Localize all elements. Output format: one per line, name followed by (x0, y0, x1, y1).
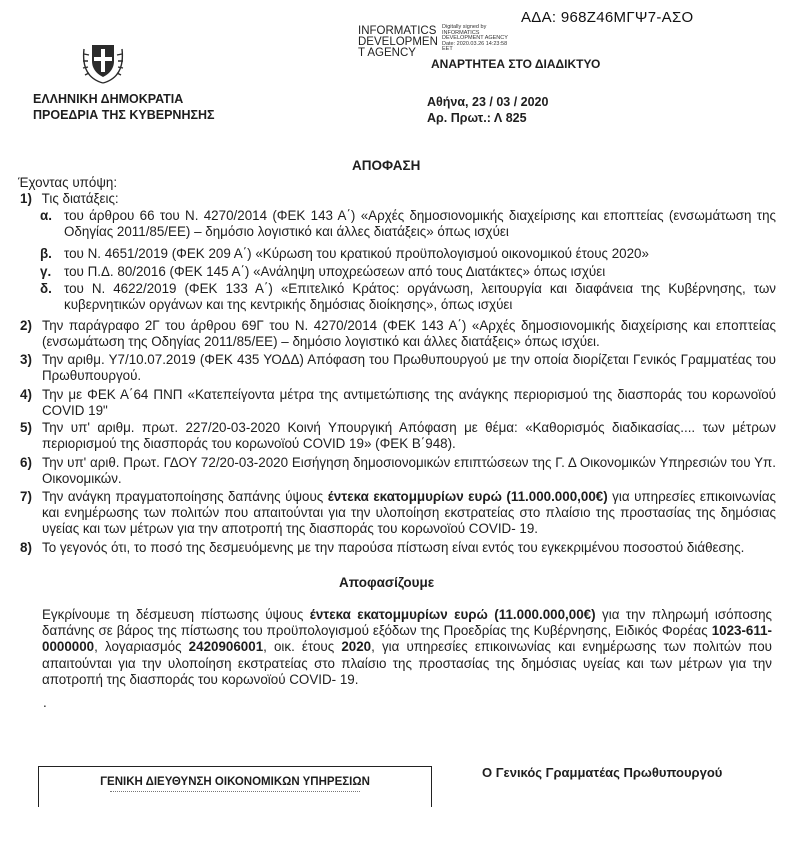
decision-text-2: για την πληρωμή ισόποσης δαπάνης σε βάρος της πίστωσης του προϋπολογισμού εξόδων της Προεδρίας της Κυβέρνησης, Ειδικός Φορέας (42, 607, 772, 639)
item-number: 3) (20, 352, 32, 367)
item-text: Την υπ' αριθ. Πρωτ. ΓΔΟΥ 72/20-03-2020 Εισήγηση δημοσιονομικών επιπτώσεων της Γ. Δ Οικονομικών Υπηρεσιών του Υπ. Οικονομικών. (42, 455, 776, 486)
item-text: Το γεγονός ότι, το ποσό της δεσμευόμενης με την παρούσα πίστωση είναι εντός του εγκεκριμένου ποσοστού διάθεσης. (42, 540, 745, 555)
signature-detail-2: INFORMATICS (442, 29, 480, 36)
issuer-office: ΠΡΟΕΔΡΙΑ ΤΗΣ ΚΥΒΕΡΝΗΣΗΣ (33, 108, 215, 122)
sub-item-d (40, 281, 776, 313)
decision-text-3: , λογαριασμός (94, 639, 189, 655)
document-title: ΑΠΟΦΑΣΗ (352, 158, 421, 173)
place-date: Αθήνα, 23 / 03 / 2020 (427, 95, 549, 109)
list-item-5 (20, 420, 776, 452)
list-item-4 (20, 387, 776, 419)
finance-directorate-box (38, 766, 432, 807)
decision-account: 2420906001 (188, 639, 264, 655)
list-item-8 (20, 540, 776, 556)
decision-text-5: , για υπηρεσίες επικοινωνίας και ενημέρωσης των πολιτών που απαιτούνται για την υλοποίηση εκστρατείας στο πλαίσιο της προστασίας της δημόσιας υγείας και των μέτρων για την αποτροπή της διασποράς του κορωνοϊού COVID- 19. (42, 639, 773, 687)
signature-line-1: INFORMATICS (358, 25, 437, 37)
sub-item-a (40, 208, 776, 240)
sub-item-letter: δ. (40, 281, 52, 296)
finance-directorate-underline (110, 791, 360, 796)
signature-detail-5: EET (442, 46, 453, 52)
item-number: 4) (20, 387, 32, 402)
protocol-number: Αρ. Πρωτ.: Λ 825 (427, 111, 527, 125)
sub-item-letter: γ. (40, 264, 52, 279)
sub-item-text: του άρθρου 66 του Ν. 4270/2014 (ΦΕΚ 143 Α΄) «Αρχές δημοσιονομικής διαχείρισης και εποπτείας (ενσωμάτωση της Οδηγίας 2011/85/ΕΕ) – δημόσιο λογιστικό και άλλες διατάξεις» όπως ισχύει (64, 208, 776, 239)
digital-signature-details (442, 25, 522, 53)
item-text: Την με ΦΕΚ Α΄64 ΠΝΠ «Κατεπείγοντα μέτρα της αντιμετώπισης της ανάγκης περιορισμού της διασποράς του κορωνοϊού COVID 19" (42, 387, 776, 418)
item-text: Την υπ' αριθμ. πρωτ. 227/20-03-2020 Κοινή Υπουργική Απόφαση με θέμα: «Καθορισμός διαδικασίας.... των μέτρων περιορισμού της διασποράς του κορωνοϊού COVID 19» (ΦΕΚ Β΄948). (42, 420, 776, 451)
ada-code: ΑΔΑ: 968Ζ46ΜΓΨ7-ΑΣΟ (521, 9, 694, 26)
item-amount: έντεκα εκατομμυρίων ευρώ (11.000.000,00€) (327, 489, 608, 504)
intro-text: Έχοντας υπόψη: (18, 175, 118, 190)
item-text: Τις διατάξεις: (41, 191, 119, 206)
item-number: 6) (20, 455, 32, 470)
decision-special-entity: 1023-611-0000000 (42, 623, 772, 655)
decision-paragraph (42, 607, 772, 688)
signature-line-2: DEVELOPMEN (358, 36, 438, 48)
decision-year: 2020 (341, 639, 372, 655)
decision-heading: Αποφασίζουμε (339, 575, 435, 590)
finance-directorate-label: ΓΕΝΙΚΗ ΔΙΕΥΘΥΝΣΗ ΟΙΚΟΝΟΜΙΚΩΝ ΥΠΗΡΕΣΙΩΝ (100, 776, 370, 788)
sub-item-text: του Ν. 4651/2019 (ΦΕΚ 209 Α΄) «Κύρωση του κρατικού προϋπολογισμού οικονομικού έτους 2020» (64, 246, 649, 261)
item-number: 1) (20, 191, 32, 206)
decision-text-4: , οικ. έτους (263, 639, 342, 655)
item-text (42, 489, 776, 536)
item-text: Την παράγραφο 2Γ του άρθρου 69Γ του Ν. 4270/2014 (ΦΕΚ 143 Α΄) «Αρχές δημοσιονομικής διαχείρισης και εποπτείας (ενσωμάτωση της Οδηγίας 2011/85/ΕΕ) – δημόσιο λογιστικό και άλλες διατάξεις» όπως ισχύει. (42, 318, 776, 349)
list-item-6 (20, 455, 776, 487)
item-number: 2) (20, 318, 32, 333)
item-number: 5) (20, 420, 32, 435)
item-text-post: για υπηρεσίες επικοινωνίας και ενημέρωσης των πολιτών που απαιτούνται για την υλοποίηση εκστρατείας στο πλαίσιο της προστασίας της δημόσιας υγείας και των μέτρων για την αποτροπή της διασποράς του κορωνοϊού COVID- 19. (42, 489, 777, 536)
sub-item-text: του Π.Δ. 80/2016 (ΦΕΚ 145 Α΄) «Ανάληψη υποχρεώσεων από τους Διατάκτες» όπως ισχύει (64, 264, 606, 279)
sub-item-letter: β. (40, 246, 52, 261)
decision-text-1: Εγκρίνουμε τη δέσμευση πίστωσης ύψους (42, 607, 310, 622)
posting-note: ΑΝΑΡΤΗΤΕΑ ΣΤΟ ΔΙΑΔΙΚΤΥΟ (431, 57, 601, 71)
stray-dot: . (43, 695, 47, 710)
item-number: 7) (20, 489, 32, 504)
list-item-2 (20, 318, 776, 350)
list-item-3 (20, 352, 776, 384)
digital-signature-name (358, 26, 442, 59)
item-number: 8) (20, 540, 32, 555)
sub-item-b (40, 246, 776, 262)
signature-line-3: T AGENCY (358, 47, 416, 59)
issuer-block (33, 91, 215, 123)
sub-item-c (40, 264, 776, 280)
date-protocol-block (427, 94, 548, 126)
issuer-country: ΕΛΛΗΝΙΚΗ ΔΗΜΟΚΡΑΤΙΑ (33, 92, 184, 106)
sub-item-letter: α. (40, 208, 52, 223)
greek-emblem-icon (78, 35, 128, 87)
signature-detail-1: Digitally signed by (442, 24, 487, 30)
item-text: Την αριθμ. Υ7/10.07.2019 (ΦΕΚ 435 ΥΟΔΔ) Απόφαση του Πρωθυπουργού με την οποία διορίζεται Γενικός Γραμματέας του Πρωθυπουργού. (42, 352, 776, 383)
signer-title: Ο Γενικός Γραμματέας Πρωθυπουργού (482, 765, 723, 780)
decision-amount: έντεκα εκατομμυρίων ευρώ (11.000.000,00€) (309, 607, 596, 622)
item-text-pre: Την ανάγκη πραγματοποίησης δαπάνης ύψους (42, 489, 328, 504)
list-item-7 (20, 489, 776, 536)
sub-item-text: του Ν. 4622/2019 (ΦΕΚ 133 Α΄) «Επιτελικό Κράτος: οργάνωση, λειτουργία και διαφάνεια της Κυβέρνησης, των κυβερνητικών οργάνων και της κεντρικής δημόσιας διοίκησης», όπως ισχύει (64, 281, 776, 312)
signature-detail-3: DEVELOPMENT AGENCY (442, 35, 508, 41)
list-item-1 (20, 191, 119, 207)
signature-detail-4: Date: 2020.03.26 14:23:58 (442, 40, 508, 47)
